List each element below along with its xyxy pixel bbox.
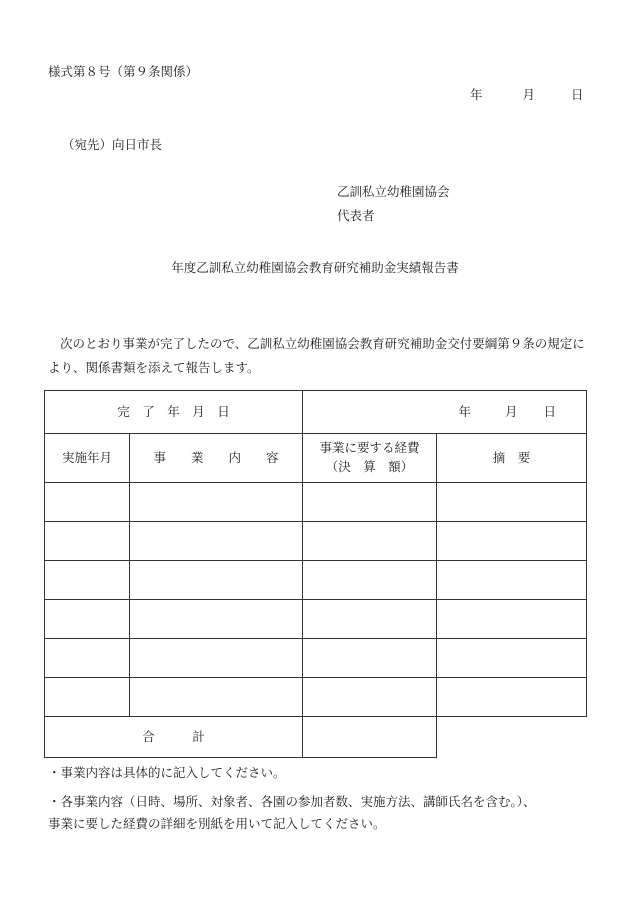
- total-empty: [437, 717, 587, 758]
- header-date-month: 月: [522, 87, 535, 102]
- column-cost: [303, 434, 437, 483]
- cell-remarks[interactable]: [437, 678, 587, 717]
- cell-content[interactable]: [130, 639, 303, 678]
- completion-date: [303, 391, 587, 434]
- cell-cost[interactable]: [303, 561, 437, 600]
- cell-cost[interactable]: [303, 522, 437, 561]
- column-header-row: [45, 434, 587, 483]
- column-remarks: 摘 要: [437, 434, 587, 483]
- completion-row: [45, 391, 587, 434]
- header-date: [470, 89, 583, 102]
- completion-label: 完 了 年 月 日: [45, 391, 303, 434]
- note-1: ・事業内容は具体的に記入してください。: [48, 765, 286, 780]
- body-text: 次のとおり事業が完了したので、乙訓私立幼稚園協会教育研究補助金交付要綱第９条の規定により、関係書類を添えて報告します。: [48, 336, 585, 375]
- form-number: 様式第８号（第９条関係）: [48, 64, 199, 79]
- cell-content[interactable]: [130, 483, 303, 522]
- completion-year: 年: [458, 403, 471, 419]
- document-title: 年度乙訓私立幼稚園協会教育研究補助金実績報告書: [171, 260, 459, 275]
- table-row: [45, 639, 587, 678]
- cell-date[interactable]: [45, 678, 130, 717]
- cell-content[interactable]: [130, 522, 303, 561]
- report-table: [44, 390, 587, 758]
- cell-remarks[interactable]: [437, 483, 587, 522]
- cell-cost[interactable]: [303, 483, 437, 522]
- table-row: [45, 561, 587, 600]
- cell-cost[interactable]: [303, 678, 437, 717]
- table-row: [45, 600, 587, 639]
- note-2: ・各事業内容（日時、場所、対象者、各園の参加者数、実施方法、講師氏名を含む。）、: [48, 794, 536, 809]
- column-cost-line1: 事業に要する経費: [319, 440, 420, 456]
- cell-date[interactable]: [45, 600, 130, 639]
- table-row: [45, 678, 587, 717]
- cell-remarks[interactable]: [437, 639, 587, 678]
- cell-content[interactable]: [130, 561, 303, 600]
- table-row: [45, 522, 587, 561]
- cell-cost[interactable]: [303, 600, 437, 639]
- header-date-year: 年: [470, 87, 483, 102]
- column-date: 実施年月: [45, 434, 130, 483]
- cell-cost[interactable]: [303, 639, 437, 678]
- cell-date[interactable]: [45, 561, 130, 600]
- total-row: [45, 717, 587, 758]
- table-row: [45, 483, 587, 522]
- cell-remarks[interactable]: [437, 561, 587, 600]
- column-cost-line2: （決 算 額）: [325, 459, 414, 474]
- column-content: 事 業 内 容: [130, 434, 303, 483]
- completion-month: 月: [504, 403, 518, 419]
- header-date-day: 日: [570, 87, 584, 102]
- completion-day: 日: [543, 403, 556, 419]
- cell-content[interactable]: [130, 678, 303, 717]
- cell-remarks[interactable]: [437, 600, 587, 639]
- note-3: 事業に要した経費の詳細を別紙を用いて記入してください。: [48, 816, 386, 831]
- total-label: 合 計: [45, 717, 303, 758]
- representative-label: 代表者: [337, 208, 375, 223]
- cell-date[interactable]: [45, 639, 130, 678]
- organization-name: 乙訓私立幼稚園協会: [337, 184, 450, 199]
- cell-date[interactable]: [45, 522, 130, 561]
- cell-content[interactable]: [130, 600, 303, 639]
- total-cost-cell[interactable]: [303, 717, 437, 758]
- cell-date[interactable]: [45, 483, 130, 522]
- cell-remarks[interactable]: [437, 522, 587, 561]
- addressee: （宛先）向日市長: [62, 137, 163, 152]
